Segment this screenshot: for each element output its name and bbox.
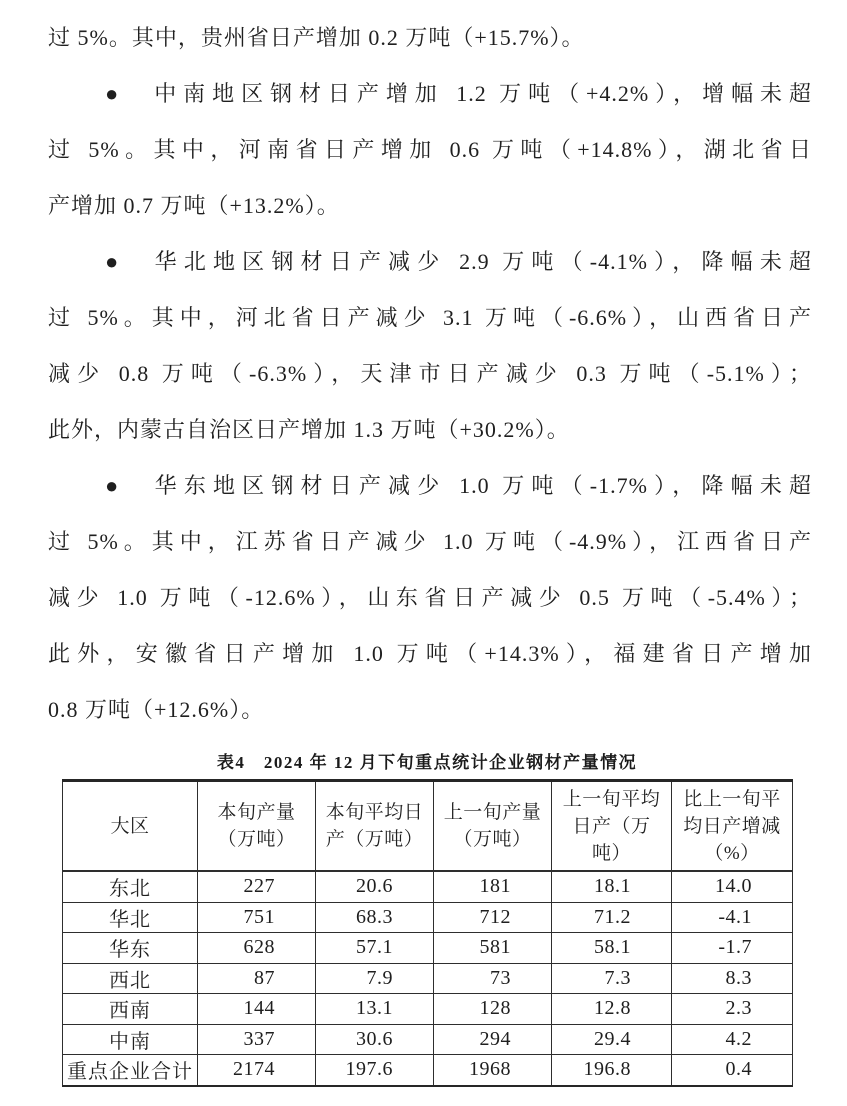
region-cell: 东北	[63, 871, 198, 902]
table-row-huadong	[63, 933, 793, 964]
table-cell: 337	[198, 1024, 316, 1055]
column-header-prev-daily-avg: 上一旬平均日产（万吨）	[552, 781, 672, 872]
region-cell: 华北	[63, 902, 198, 933]
column-header-current-daily-avg: 本旬平均日产（万吨）	[316, 781, 434, 872]
table-cell: 1968	[434, 1055, 552, 1086]
document-line: 减少 0.8 万吨（-6.3%），天津市日产减少 0.3 万吨（-5.1%）；	[48, 361, 812, 386]
table-cell: 73	[434, 963, 552, 994]
column-header-prev-output: 上一旬产量（万吨）	[434, 781, 552, 872]
region-cell-total: 重点企业合计	[63, 1055, 198, 1086]
table-row-xinan	[63, 994, 793, 1025]
table-cell: 30.6	[316, 1024, 434, 1055]
document-line: 过 5%。其中，河南省日产增加 0.6 万吨（+14.8%），湖北省日	[48, 137, 812, 162]
table-cell: 2.3	[672, 994, 793, 1025]
table-cell: 18.1	[552, 871, 672, 902]
table-cell: 71.2	[552, 902, 672, 933]
document-line: 产增加 0.7 万吨（+13.2%）。	[48, 193, 340, 218]
table-cell: 13.1	[316, 994, 434, 1025]
document-line: 0.8 万吨（+12.6%）。	[48, 697, 265, 722]
document-line: 过 5%。其中，贵州省日产增加 0.2 万吨（+15.7%）。	[48, 25, 585, 50]
table-row-huabei	[63, 902, 793, 933]
table-caption: 表4 2024 年 12 月下旬重点统计企业钢材产量情况	[216, 753, 638, 772]
table-row-dongbei	[63, 871, 793, 902]
region-cell: 华东	[63, 933, 198, 964]
table-cell: 7.3	[552, 963, 672, 994]
table-cell: 144	[198, 994, 316, 1025]
table-header-row	[63, 781, 793, 872]
table-cell: 128	[434, 994, 552, 1025]
table-row-zhongnan	[63, 1024, 793, 1055]
table-cell: 227	[198, 871, 316, 902]
table-row-total	[63, 1055, 793, 1086]
table-cell: 197.6	[316, 1055, 434, 1086]
table-cell: 8.3	[672, 963, 793, 994]
table-cell: 68.3	[316, 902, 434, 933]
region-cell: 西北	[63, 963, 198, 994]
document-line-bullet-zhongnan: ● 中南地区钢材日产增加 1.2 万吨（+4.2%），增幅未超	[105, 81, 812, 106]
document-line: 此外，内蒙古自治区日产增加 1.3 万吨（+30.2%）。	[48, 417, 570, 442]
column-header-change-pct: 比上一旬平均日产增减（%）	[672, 781, 793, 872]
table-cell: 628	[198, 933, 316, 964]
document-line-bullet-huadong: ● 华东地区钢材日产减少 1.0 万吨（-1.7%），降幅未超	[105, 473, 812, 498]
table-cell: -1.7	[672, 933, 793, 964]
table-cell: 20.6	[316, 871, 434, 902]
region-cell: 西南	[63, 994, 198, 1025]
document-line: 过 5%。其中，河北省日产减少 3.1 万吨（-6.6%），山西省日产	[48, 305, 812, 330]
table-cell: 294	[434, 1024, 552, 1055]
document-line: 减少 1.0 万吨（-12.6%），山东省日产减少 0.5 万吨（-5.4%）；	[48, 585, 812, 610]
document-line: 此外，安徽省日产增加 1.0 万吨（+14.3%），福建省日产增加	[48, 641, 812, 666]
table-cell: 7.9	[316, 963, 434, 994]
table-cell: 751	[198, 902, 316, 933]
column-header-current-output: 本旬产量（万吨）	[198, 781, 316, 872]
table-cell: 12.8	[552, 994, 672, 1025]
region-cell: 中南	[63, 1024, 198, 1055]
body-text	[48, 10, 812, 738]
table-row-xibei	[63, 963, 793, 994]
table-cell: 57.1	[316, 933, 434, 964]
table-cell: 29.4	[552, 1024, 672, 1055]
document-line: 过 5%。其中，江苏省日产减少 1.0 万吨（-4.9%），江西省日产	[48, 529, 812, 554]
table-cell: 581	[434, 933, 552, 964]
table-cell: 196.8	[552, 1055, 672, 1086]
table-cell: 58.1	[552, 933, 672, 964]
table-cell: 2174	[198, 1055, 316, 1086]
table-cell: 4.2	[672, 1024, 793, 1055]
steel-production-table	[62, 779, 793, 1087]
table-cell: 87	[198, 963, 316, 994]
table-cell: 712	[434, 902, 552, 933]
table-cell: 181	[434, 871, 552, 902]
table-cell: -4.1	[672, 902, 793, 933]
table-cell: 14.0	[672, 871, 793, 902]
column-header-region: 大区	[63, 781, 198, 872]
table-cell: 0.4	[672, 1055, 793, 1086]
document-line-bullet-huabei: ● 华北地区钢材日产减少 2.9 万吨（-4.1%），降幅未超	[105, 249, 812, 274]
